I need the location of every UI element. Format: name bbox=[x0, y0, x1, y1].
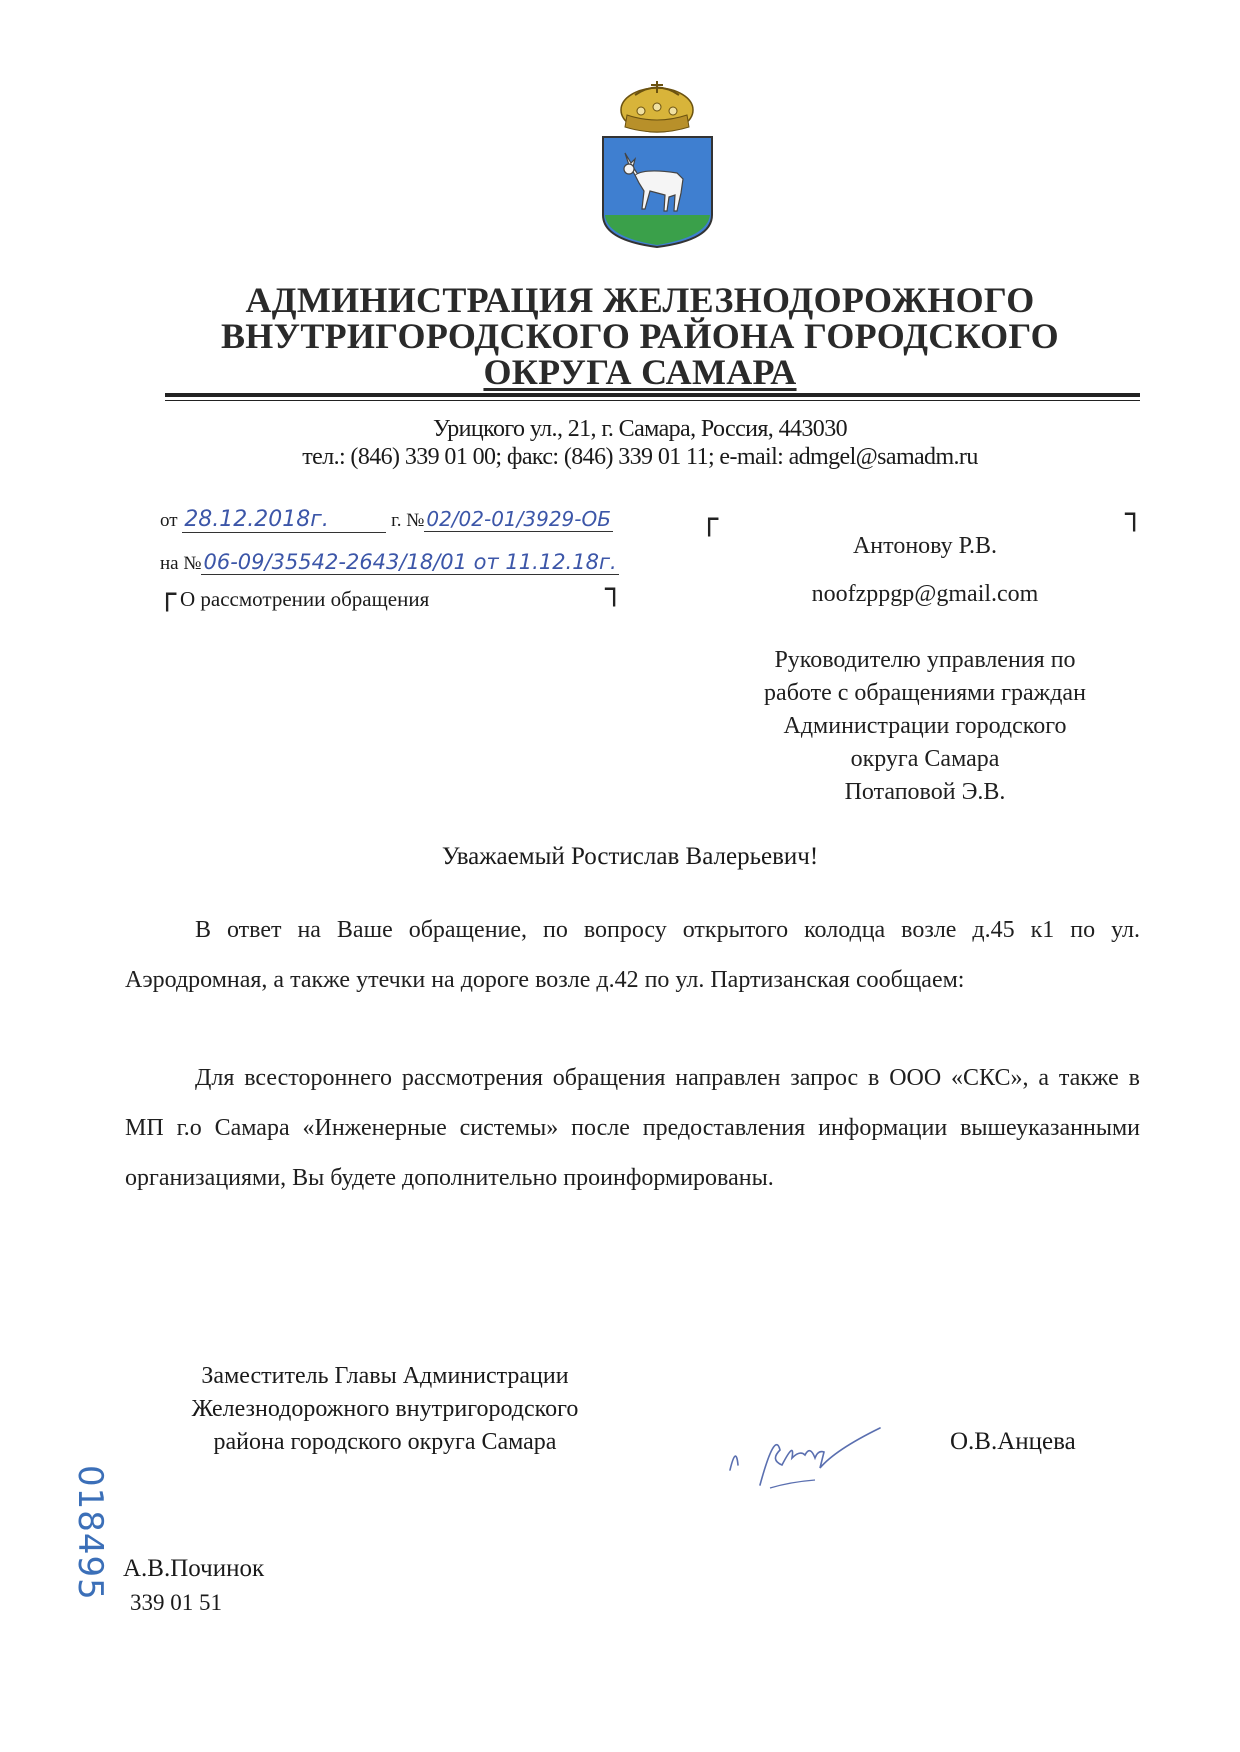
registration-date: 28.12.2018г. bbox=[182, 507, 386, 533]
reference-row bbox=[160, 550, 740, 575]
ref-label: на № bbox=[160, 553, 202, 574]
corner-bracket-icon: ┐ bbox=[1125, 497, 1144, 532]
position-line: района городского округа Самара bbox=[213, 1429, 557, 1455]
executor-phone: 339 01 51 bbox=[130, 1590, 222, 1615]
header-rule-thin bbox=[165, 400, 1140, 401]
copy-line: округа Самара bbox=[850, 746, 1000, 772]
copy-line: Руководителю управления по bbox=[774, 647, 1076, 673]
recipient-email: noofzppgp@gmail.com bbox=[811, 581, 1039, 607]
registration-date-row bbox=[160, 502, 720, 537]
org-title-line1: АДМИНИСТРАЦИЯ ЖЕЛЕЗНОДОРОЖНОГО bbox=[245, 280, 1035, 320]
salutation: Уважаемый Ростислав Валерьевич! bbox=[441, 843, 819, 870]
copy-recipient bbox=[725, 644, 1125, 809]
org-title-line2: ВНУТРИГОРОДСКОГО РАЙОНА ГОРОДСКОГО bbox=[221, 316, 1059, 356]
corner-bracket-icon: ┌ bbox=[158, 577, 177, 612]
letter-paragraph-1: В ответ на Ваше обращение, по вопросу открытого колодца возле д.45 к1 по ул. Аэродромная, а также утечки на дороге возле д.42 по ул. Партизанская сообщаем: bbox=[125, 917, 1140, 993]
reference-number: 06-09/35542-2643/18/01 от 11.12.18г. bbox=[203, 550, 617, 574]
incoming-stamp-number: 018495 bbox=[70, 1465, 110, 1601]
handwritten-signature bbox=[720, 1410, 900, 1500]
samara-coat-of-arms bbox=[595, 75, 720, 250]
signer-name: О.В.Анцева bbox=[950, 1428, 1076, 1455]
address-line: Урицкого ул., 21, г. Самара, Россия, 443030 bbox=[432, 416, 848, 442]
position-line: Заместитель Главы Администрации bbox=[201, 1363, 569, 1389]
contacts-line: тел.: (846) 339 01 00; факс: (846) 339 01 11; e-mail: admgel@samadm.ru bbox=[302, 444, 978, 470]
copy-line: Администрации городского bbox=[783, 713, 1067, 739]
executor-name: А.В.Починок bbox=[123, 1555, 265, 1582]
header-rule-thick bbox=[165, 393, 1140, 397]
recipient-name: Антонову Р.В. bbox=[852, 533, 998, 559]
number-label: г. № bbox=[391, 510, 425, 531]
registration-number: 02/02-01/3929-ОБ bbox=[426, 507, 611, 531]
org-title-line3: ОКРУГА САМАРА bbox=[483, 352, 797, 392]
crown-icon bbox=[621, 81, 693, 132]
organization-title bbox=[160, 282, 1120, 390]
letter-paragraph-2: Для всестороннего рассмотрения обращения направлен запрос в ООО «СКС», а также в МП г.о Самара «Инженерные системы» после предоставления информации вышеуказанными организациями, Вы будете дополнительно проинформированы. bbox=[125, 1065, 1140, 1191]
letter-subject: О рассмотрении обращения bbox=[180, 587, 430, 611]
copy-line: Потаповой Э.В. bbox=[844, 779, 1006, 805]
corner-bracket-icon: ┌ bbox=[700, 502, 719, 537]
corner-bracket-icon: ┐ bbox=[605, 572, 624, 607]
copy-line: работе с обращениями граждан bbox=[764, 680, 1086, 706]
position-line: Железнодорожного внутригородского bbox=[191, 1396, 579, 1422]
signer-position bbox=[130, 1360, 640, 1459]
from-label: от bbox=[160, 510, 178, 531]
